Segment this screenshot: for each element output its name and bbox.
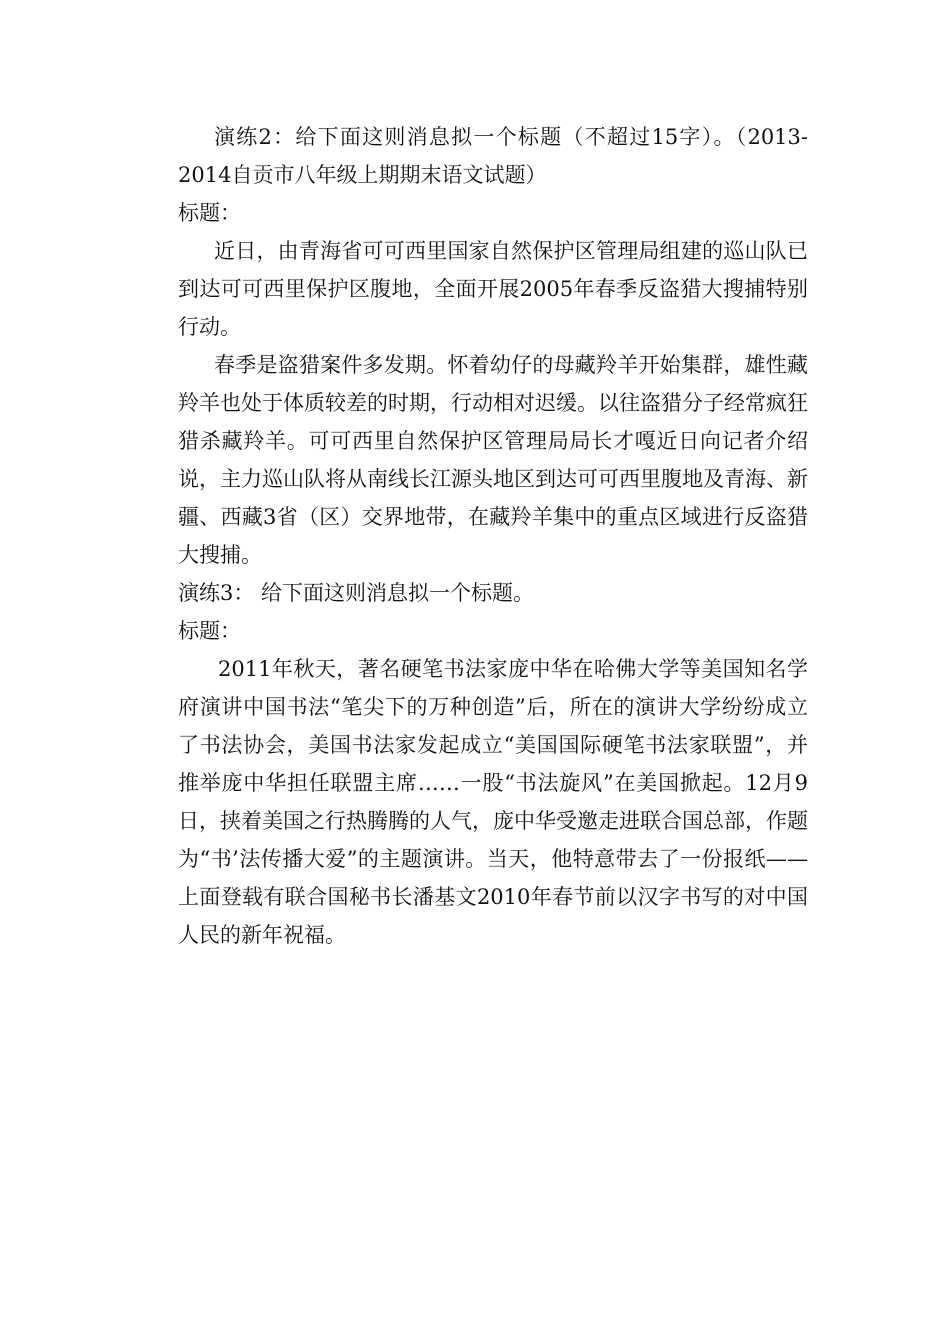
- exercise-2-paragraph-2: 春季是盗猎案件多发期。怀着幼仔的母藏羚羊开始集群，雄性藏羚羊也处于体质较差的时期，行动相对迟缓。以往盗猎分子经常疯狂猎杀藏羚羊。可可西里自然保护区管理局局长才嘎近日向记者介绍说，主力巡山队将从南线长江源头地区到达可可西里腹地及青海、新疆、西藏3省（区）交界地带，在藏羚羊集中的重点区域进行反盗猎大搜捕。: [178, 353, 808, 567]
- exercise-3-paragraph-1: 2011年秋天，著名硬笔书法家庞中华在哈佛大学等美国知名学府演讲中国书法“笔尖下的万种创造”后，所在的演讲大学纷纷成立了书法协会，美国书法家发起成立“美国国际硬笔书法家联盟”，并推举庞中华担任联盟主席……一股“书法旋风”在美国掀起。12月9日，挟着美国之行热腾腾的人气，庞中华受邀走进联合国总部，作题为“书’法传播大爱”的主题演讲。当天，他特意带去了一份报纸——上面登载有联合国秘书长潘基文2010年春节前以汉字书写的对中国人民的新年祝福。: [178, 657, 808, 947]
- exercise-2-prompt: 演练2：给下面这则消息拟一个标题（不超过15字）。（2013-2014自贡市八年级上期期末语文试题）: [178, 125, 808, 187]
- exercise-2-title-label: 标题：: [178, 201, 241, 225]
- exercise-3-title-label: 标题：: [178, 619, 241, 643]
- exercise-2-paragraph-1: 近日，由青海省可可西里国家自然保护区管理局组建的巡山队已到达可可西里保护区腹地，全面开展2005年春季反盗猎大搜捕特别行动。: [178, 239, 808, 339]
- exercise-3-prompt: 演练3： 给下面这则消息拟一个标题。: [178, 581, 535, 605]
- document-body: [178, 118, 808, 954]
